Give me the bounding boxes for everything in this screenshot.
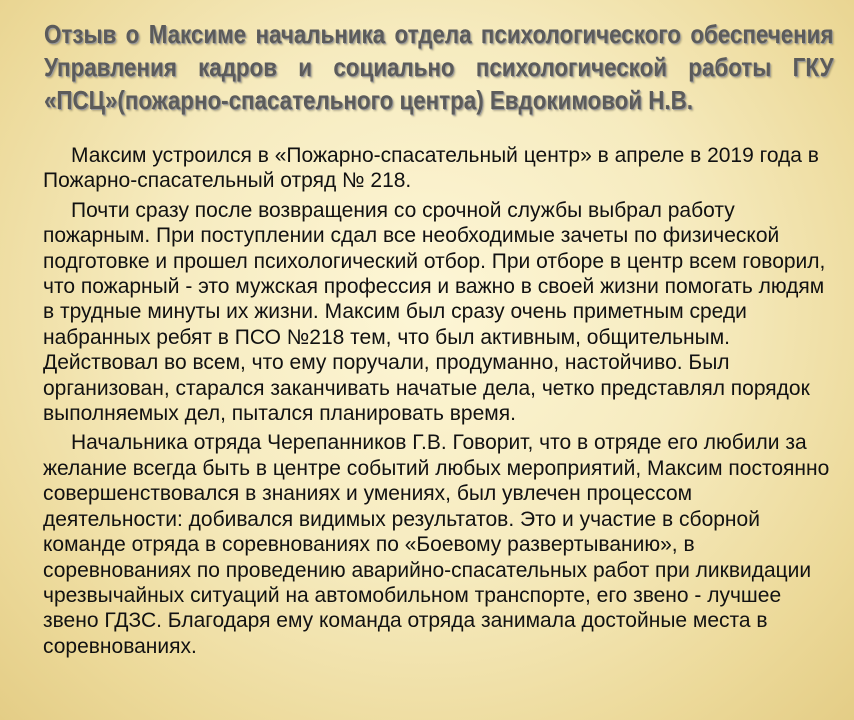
title-line-1: Отзыв о Максиме начальника отдела психологического обеспечения <box>44 19 834 49</box>
paragraph-2: Почти сразу после возвращения со срочной службы выбрал работу пожарным. При поступлении сдал все необходимые зачеты по физической подготовке и прошел психологический отбор. При отборе в центр всем говорил, что пожарный - это мужская профессия и важно в своей жизни помогать людям в трудные минуты их жизни. Максим был сразу очень приметным среди набранных ребят в ПСО №218 тем, что был активным, общительным. Действовал во всем, что ему поручали, продуманно, настойчиво. Был организован, старался заканчивать начатые дела, четко представлял порядок выполняемых дел, пытался планировать время. <box>43 198 826 426</box>
paragraph-3: Начальника отряда Черепанников Г.В. Говорит, что в отряде его любили за желание всегда быть в центре событий любых мероприятий, Максим постоянно совершенствовался в знаниях и умениях, был увлечен процессом деятельности: добивался видимых результатов. Это и участие в сборной команде отряда в соревнованиях по «Боевому развертыванию», в соревнованиях по проведению аварийно-спасательных работ при ликвидации чрезвычайных ситуаций на автомобильном транспорте, его звено - лучшее звено ГДЗС. Благодаря ему команда отряда занимала достойные места в соревнованиях. <box>43 431 830 658</box>
paragraph-1: Максим устроился в «Пожарно-спасательный центр» в апреле в 2019 года в Пожарно-спасательный отряд № 218. <box>43 144 819 193</box>
slide-body <box>43 143 833 663</box>
title-line-3: «ПСЦ»(пожарно-спасательного центра) Евдокимовой Н.В. <box>44 85 694 115</box>
slide-title <box>44 18 833 117</box>
title-line-2: Управления кадров и социально психологической работы ГКУ <box>44 52 834 82</box>
